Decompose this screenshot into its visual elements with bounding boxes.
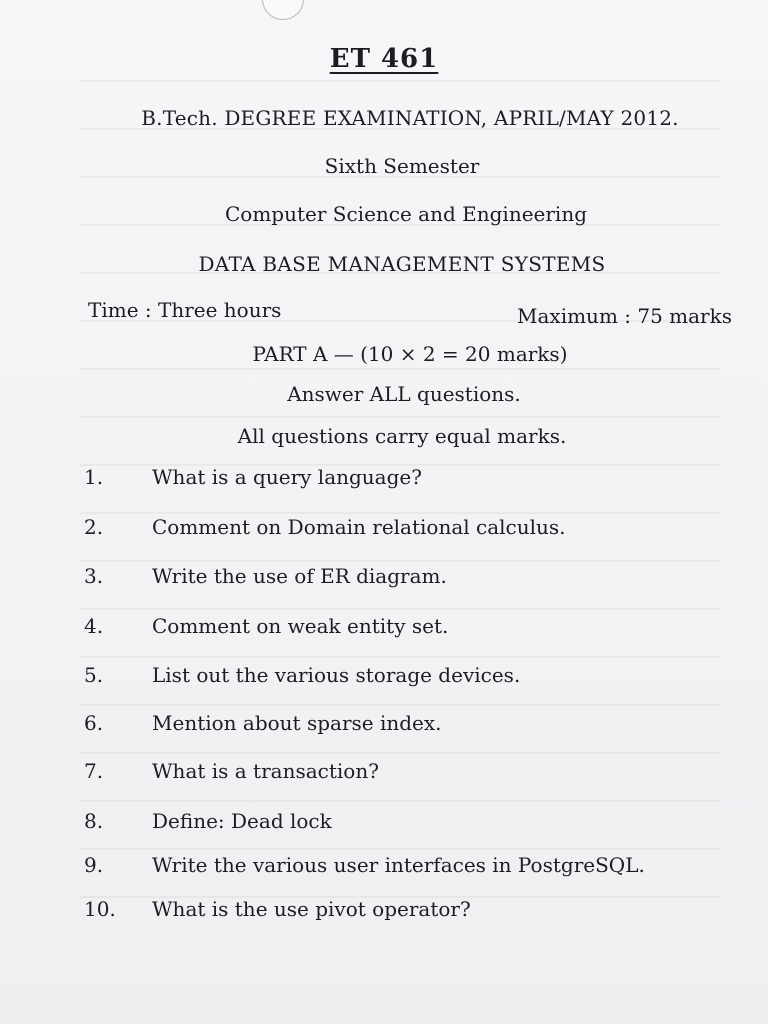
- question-number: 10.: [84, 897, 116, 921]
- question-text: What is a transaction?: [152, 759, 379, 783]
- question-text: List out the various storage devices.: [152, 663, 521, 687]
- semester: Sixth Semester: [324, 154, 480, 178]
- question-number: 9.: [84, 853, 104, 877]
- question-item: [0, 663, 768, 693]
- question-item: [0, 465, 768, 495]
- question-text: Comment on weak entity set.: [152, 614, 449, 638]
- question-number: 1.: [84, 465, 104, 489]
- instruction-equal-marks: All questions carry equal marks.: [237, 424, 567, 448]
- question-text: What is the use pivot operator?: [152, 897, 471, 921]
- question-text: Define: Dead lock: [152, 809, 332, 833]
- punch-hole: [262, 0, 304, 20]
- time-allowed: Time : Three hours: [88, 298, 282, 322]
- question-item: [0, 897, 768, 927]
- subject-title: DATA BASE MANAGEMENT SYSTEMS: [198, 252, 606, 276]
- question-text: What is a query language?: [152, 465, 422, 489]
- question-number: 6.: [84, 711, 104, 735]
- question-number: 3.: [84, 564, 104, 588]
- exam-title: B.Tech. DEGREE EXAMINATION, APRIL/MAY 2012.: [141, 106, 679, 130]
- question-item: [0, 614, 768, 644]
- department: Computer Science and Engineering: [224, 202, 588, 226]
- question-number: 2.: [84, 515, 104, 539]
- question-item: [0, 711, 768, 741]
- question-text: Write the various user interfaces in PostgreSQL.: [152, 853, 645, 877]
- maximum-marks: Maximum : 75 marks: [517, 304, 732, 328]
- paper-code-heading: [0, 44, 768, 74]
- question-number: 8.: [84, 809, 104, 833]
- instruction-answer-all: Answer ALL questions.: [287, 382, 521, 406]
- question-item: [0, 853, 768, 883]
- question-item: [0, 759, 768, 789]
- question-text: Write the use of ER diagram.: [152, 564, 447, 588]
- question-number: 7.: [84, 759, 104, 783]
- question-number: 4.: [84, 614, 104, 638]
- question-number: 5.: [84, 663, 104, 687]
- question-text: Comment on Domain relational calculus.: [152, 515, 566, 539]
- paper-code: ET 461: [329, 44, 439, 74]
- question-item: [0, 515, 768, 545]
- question-item: [0, 564, 768, 594]
- question-text: Mention about sparse index.: [152, 711, 442, 735]
- question-item: [0, 809, 768, 839]
- part-a-heading: PART A — (10 × 2 = 20 marks): [252, 342, 568, 366]
